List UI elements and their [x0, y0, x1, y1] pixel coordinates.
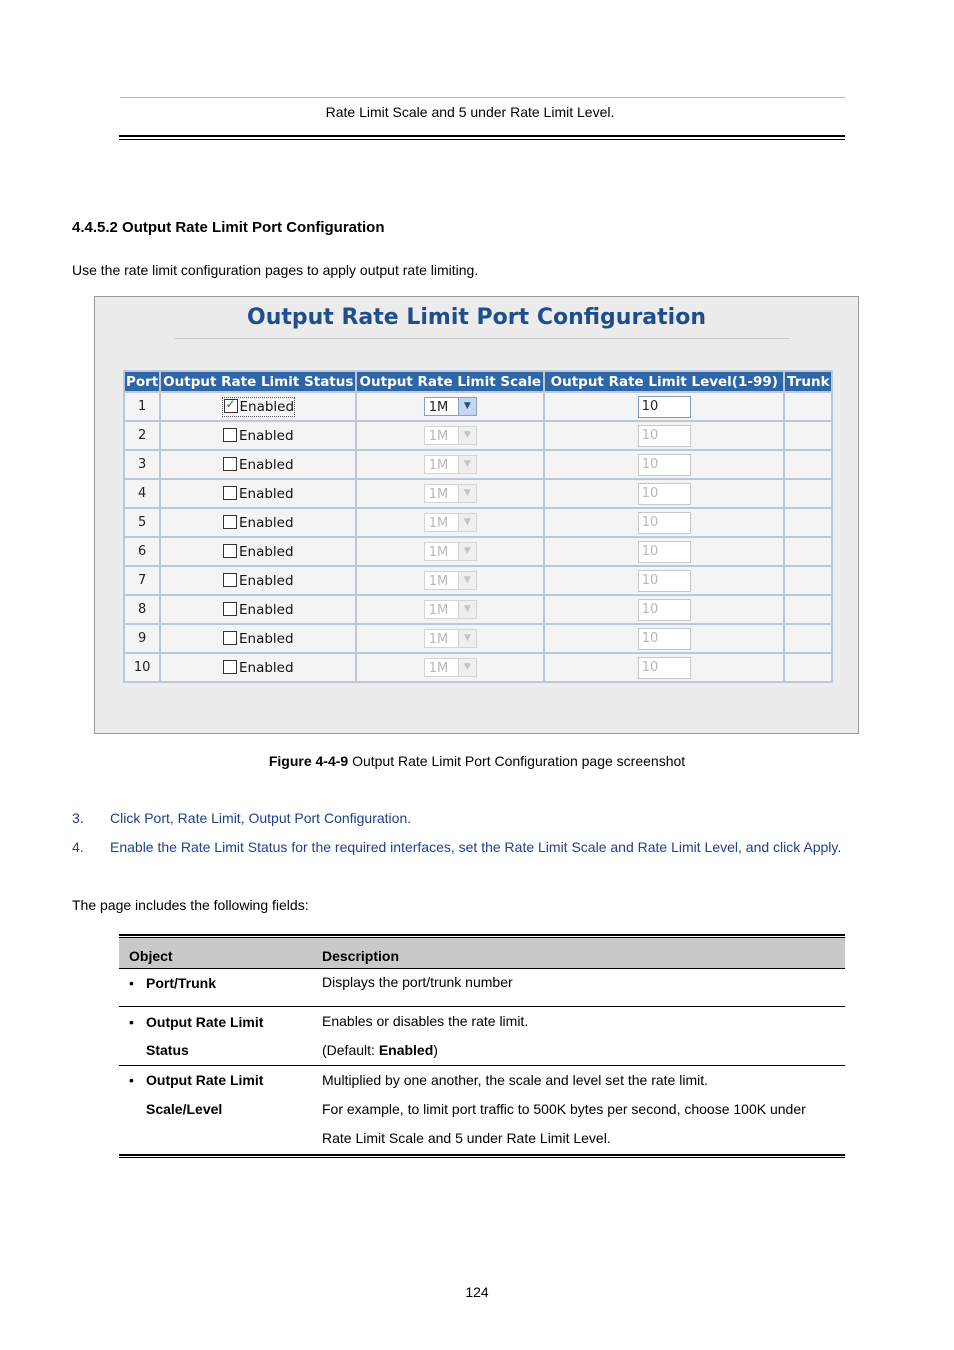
scale-cell: [357, 451, 543, 478]
scale-value: 1M: [428, 429, 449, 444]
chevron-down-icon[interactable]: ▼: [458, 456, 476, 473]
scale-cell: [357, 538, 543, 565]
status-checkbox[interactable]: [223, 602, 294, 618]
trunk-cell: [785, 422, 831, 449]
panel-title-divider: [175, 338, 789, 339]
table-row: [125, 538, 831, 565]
level-input[interactable]: 10: [638, 425, 691, 447]
level-cell: [545, 654, 783, 681]
default-value: Enabled: [378, 1042, 434, 1058]
trunk-cell: [785, 451, 831, 478]
checkbox-icon[interactable]: [223, 660, 237, 674]
scale-cell: [357, 625, 543, 652]
step-number: 4.: [72, 839, 84, 855]
trunk-cell: [785, 509, 831, 536]
scale-cell: [357, 654, 543, 681]
table-row: [125, 567, 831, 594]
status-cell: [161, 422, 355, 449]
description-line: Rate Limit Scale and 5 under Rate Limit Level.: [322, 1130, 611, 1146]
chevron-down-icon[interactable]: ▼: [458, 543, 476, 560]
scale-select[interactable]: [424, 542, 477, 561]
bullet-icon: •: [129, 1072, 134, 1088]
status-checkbox[interactable]: [223, 428, 294, 444]
description-line: Multiplied by one another, the scale and level set the rate limit.: [322, 1072, 708, 1088]
default-prefix: (Default:: [322, 1042, 379, 1058]
status-cell: [161, 654, 355, 681]
object-name-cont: Status: [146, 1042, 189, 1058]
scale-value: 1M: [428, 458, 449, 473]
trunk-cell: [785, 654, 831, 681]
level-cell: [545, 480, 783, 507]
level-cell: [545, 567, 783, 594]
col-trunk: Trunk: [786, 373, 830, 390]
status-checkbox[interactable]: [223, 486, 294, 502]
status-checkbox[interactable]: [223, 515, 294, 531]
scale-cell: [357, 596, 543, 623]
scale-value: 1M: [428, 487, 449, 502]
chevron-down-icon[interactable]: ▼: [458, 601, 476, 618]
status-label: Enabled: [239, 456, 294, 473]
scale-cell: [357, 509, 543, 536]
header-description: Description: [322, 948, 400, 964]
checkbox-icon[interactable]: [223, 573, 237, 587]
status-label: Enabled: [239, 659, 294, 676]
step-number: 3.: [72, 810, 84, 826]
status-cell: [161, 538, 355, 565]
trunk-cell: [785, 393, 831, 420]
description-line: [322, 1042, 438, 1058]
status-cell: [161, 567, 355, 594]
top-table-bottom-border: [119, 135, 845, 140]
level-cell: [545, 451, 783, 478]
default-suffix: ): [433, 1042, 438, 1058]
level-input[interactable]: 10: [638, 570, 691, 592]
scale-select[interactable]: [424, 629, 477, 648]
chevron-down-icon[interactable]: ▼: [458, 630, 476, 647]
level-cell: [545, 393, 783, 420]
scale-select[interactable]: [424, 513, 477, 532]
status-cell: [161, 451, 355, 478]
section-intro: Use the rate limit configuration pages to apply output rate limiting.: [72, 262, 479, 278]
col-level: Output Rate Limit Level(1-99): [545, 372, 783, 391]
status-checkbox[interactable]: [223, 398, 295, 416]
object-label: Port/Trunk: [146, 975, 217, 991]
port-number: 9: [125, 625, 159, 652]
level-cell: [545, 538, 783, 565]
screenshot-panel: [94, 296, 859, 734]
col-scale: Output Rate Limit Scale: [357, 372, 543, 391]
table-row: [125, 654, 831, 681]
col-port: Port: [126, 373, 159, 390]
table-row: [125, 509, 831, 536]
scale-select[interactable]: [424, 397, 477, 416]
checkbox-icon[interactable]: [223, 428, 237, 442]
fields-intro: The page includes the following fields:: [72, 897, 309, 913]
trunk-cell: [785, 480, 831, 507]
step-text: Enable the Rate Limit Status for the required interfaces, set the Rate Limit Scale and Rate Limit Level, and click Apply.: [110, 839, 842, 855]
scale-value: 1M: [428, 574, 449, 589]
checkbox-icon[interactable]: [224, 399, 238, 413]
port-number: 1: [125, 393, 159, 420]
status-cell: [161, 625, 355, 652]
fields-table-bottom-border: [119, 1154, 845, 1158]
scale-select[interactable]: [424, 455, 477, 474]
figure-label: Figure 4-4-9: [268, 753, 349, 769]
rate-limit-table: [123, 370, 833, 683]
status-label: Enabled: [239, 427, 294, 444]
trunk-cell: [785, 567, 831, 594]
panel-title: Output Rate Limit Port Configuration: [247, 305, 706, 330]
status-cell: [161, 596, 355, 623]
port-number: 10: [125, 654, 159, 681]
scale-cell: [357, 422, 543, 449]
scale-select[interactable]: [424, 571, 477, 590]
chevron-down-icon[interactable]: ▼: [458, 398, 476, 415]
chevron-down-icon[interactable]: ▼: [458, 659, 476, 676]
top-table-rule: [120, 97, 845, 98]
table-header-row: [125, 372, 831, 391]
table-row: [125, 422, 831, 449]
section-heading: 4.4.5.2 Output Rate Limit Port Configuration: [72, 219, 385, 236]
port-number: 3: [125, 451, 159, 478]
trunk-cell: [785, 538, 831, 565]
level-input[interactable]: 10: [638, 454, 691, 476]
status-cell: [161, 480, 355, 507]
bullet-icon: •: [129, 1014, 134, 1030]
object-name: [129, 1072, 263, 1088]
figure-caption: [0, 753, 954, 769]
scale-select[interactable]: [424, 658, 477, 677]
status-cell: [161, 509, 355, 536]
col-status: Output Rate Limit Status: [163, 373, 354, 390]
object-name-cont: Scale/Level: [146, 1101, 223, 1117]
scale-cell: [357, 480, 543, 507]
description-line: For example, to limit port traffic to 500K bytes per second, choose 100K under: [322, 1101, 806, 1117]
status-checkbox[interactable]: [223, 660, 294, 676]
table-row: [125, 625, 831, 652]
level-input[interactable]: 10: [638, 657, 691, 679]
table-row: [125, 451, 831, 478]
scale-value: 1M: [428, 661, 449, 676]
description-line: Displays the port/trunk number: [322, 974, 513, 990]
checkbox-icon[interactable]: [223, 602, 237, 616]
scale-value: 1M: [428, 632, 449, 647]
table-row: [125, 393, 831, 420]
object-label: Output Rate Limit: [146, 1014, 264, 1030]
header-object: Object: [129, 948, 173, 964]
status-checkbox[interactable]: [223, 457, 294, 473]
checkbox-icon[interactable]: [223, 457, 237, 471]
chevron-down-icon[interactable]: ▼: [458, 514, 476, 531]
status-checkbox[interactable]: [223, 573, 294, 589]
object-name: [129, 1014, 263, 1030]
status-label: Enabled: [239, 485, 294, 502]
scale-select[interactable]: [424, 484, 477, 503]
level-cell: [545, 509, 783, 536]
level-input[interactable]: 10: [638, 512, 691, 534]
bullet-icon: •: [129, 975, 134, 991]
level-cell: [545, 596, 783, 623]
port-number: 8: [125, 596, 159, 623]
level-input[interactable]: 10: [638, 599, 691, 621]
fields-table: [119, 934, 845, 1158]
chevron-down-icon[interactable]: ▼: [458, 427, 476, 444]
description-line: Enables or disables the rate limit.: [322, 1013, 529, 1029]
trunk-cell: [785, 625, 831, 652]
status-checkbox[interactable]: [223, 544, 294, 560]
table-body: [125, 393, 831, 681]
level-input[interactable]: 10: [638, 483, 691, 505]
level-input[interactable]: 10: [638, 541, 691, 563]
checkbox-icon[interactable]: [223, 544, 237, 558]
scale-value: 1M: [428, 400, 449, 415]
port-number: 7: [125, 567, 159, 594]
checkbox-icon[interactable]: [223, 486, 237, 500]
object-label: Output Rate Limit: [146, 1072, 264, 1088]
table-row: [125, 480, 831, 507]
status-checkbox[interactable]: [223, 631, 294, 647]
status-cell: [161, 393, 355, 420]
checkbox-icon[interactable]: [223, 631, 237, 645]
top-table-text: Rate Limit Scale and 5 under Rate Limit Level.: [325, 104, 615, 120]
checkbox-icon[interactable]: [223, 515, 237, 529]
scale-select[interactable]: [424, 426, 477, 445]
trunk-cell: [785, 596, 831, 623]
object-name: [129, 975, 216, 991]
table-row: [119, 1065, 845, 1154]
status-label: Enabled: [239, 543, 294, 560]
fields-table-header: [119, 938, 845, 968]
status-label: Enabled: [239, 572, 294, 589]
level-input[interactable]: 10: [638, 628, 691, 650]
level-cell: [545, 625, 783, 652]
chevron-down-icon[interactable]: ▼: [458, 485, 476, 502]
status-label: Enabled: [239, 601, 294, 618]
table-row: [125, 596, 831, 623]
scale-cell: [357, 393, 543, 420]
status-label: Enabled: [239, 398, 295, 415]
scale-cell: [357, 567, 543, 594]
scale-value: 1M: [428, 603, 449, 618]
level-input[interactable]: 10: [638, 396, 691, 418]
port-number: 6: [125, 538, 159, 565]
port-number: 2: [125, 422, 159, 449]
port-number: 4: [125, 480, 159, 507]
port-number: 5: [125, 509, 159, 536]
scale-value: 1M: [428, 516, 449, 531]
scale-select[interactable]: [424, 600, 477, 619]
status-label: Enabled: [239, 630, 294, 647]
table-row: [119, 1006, 845, 1065]
figure-text: Output Rate Limit Port Configuration page screenshot: [348, 753, 686, 769]
step-text: Click Port, Rate Limit, Output Port Configuration.: [110, 810, 412, 826]
table-row: [119, 968, 845, 1006]
level-cell: [545, 422, 783, 449]
chevron-down-icon[interactable]: ▼: [458, 572, 476, 589]
status-label: Enabled: [239, 514, 294, 531]
scale-value: 1M: [428, 545, 449, 560]
page-number: 124: [465, 1284, 489, 1300]
